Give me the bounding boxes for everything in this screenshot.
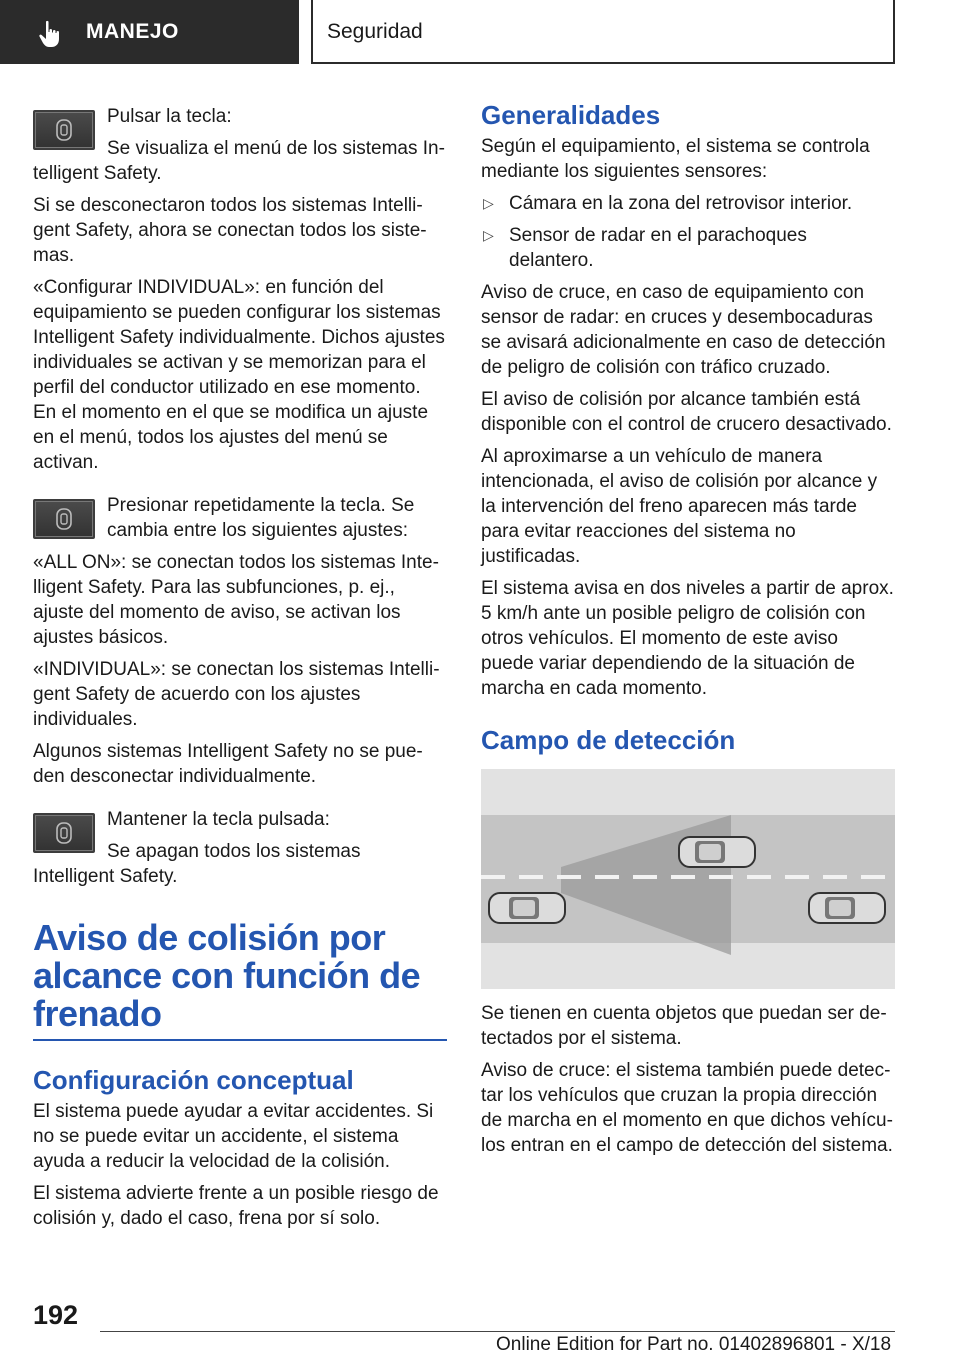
safety-button-icon <box>33 110 95 150</box>
paragraph: Según el equipamiento, el sistema se controla mediante los siguientes sensores: <box>481 136 870 182</box>
key3-text: Se apagan todos los sistemas Intelligent Safety. <box>33 841 361 887</box>
paragraph: El sistema avisa en dos niveles a partir de aprox. 5 km/h ante un posible peligro de colisión con otros vehículos. El momento de este aviso puede variar dependiendo de la situación de marcha en cada momento. <box>481 578 894 699</box>
safety-button-icon <box>33 499 95 539</box>
paragraph: Si se desconectaron todos los sistemas Intelligent Safety, ahora se conectan todos los sistemas. <box>33 195 427 266</box>
paragraph: Aviso de cruce: el sistema también puede detectar los vehículos que cruzan la propia dirección de marcha en el momento en que dichos vehículos entran en el campo de detección del sistema. <box>481 1060 893 1156</box>
paragraph: Se tienen en cuenta objetos que puedan ser detectados por el sistema. <box>481 1003 887 1049</box>
key1-text: Se visualiza el menú de los sistemas Intelligent Safety. <box>33 138 445 184</box>
car-icon <box>809 893 885 923</box>
paragraph: El aviso de colisión por alcance también está disponible con el control de crucero desactivado. <box>481 389 892 435</box>
section-header <box>311 0 895 64</box>
paragraph: El sistema puede ayudar a evitar accidentes. Si no se puede evitar un accidente, el sistema ayuda a reducir la velocidad de la colisión. <box>33 1101 434 1172</box>
list-item: ▷ Cámara en la zona del retrovisor interior. <box>481 191 895 216</box>
section-title: Seguridad <box>327 20 423 43</box>
subsection-heading: Generalidades <box>481 100 661 130</box>
paragraph: Al aproximarse a un vehículo de manera intencionada, el aviso de colisión por alcance y la intervención del freno aparecen más tarde para evitar reacciones del sistema no justificadas. <box>481 446 878 567</box>
left-column <box>33 104 447 1238</box>
detection-field-illustration <box>481 769 895 989</box>
key-instruction-1 <box>33 104 447 186</box>
paragraph: «Configurar INDIVIDUAL»: en función del equipamiento se pueden configurar los sistemas Intelligent Safety individualmente. Dichos ajustes individuales se activan y se memorizan para el perfil del conductor utilizado en ese momento. En el momento en el que se modifica un ajuste en el menú, todos los ajustes del menú se activan. <box>33 277 445 473</box>
key3-label: Mantener la tecla pulsada: <box>107 809 330 830</box>
paragraph: «ALL ON»: se conectan todos los sistemas Intelligent Safety. Para las subfunciones, p. ej., ajuste del momento de aviso, se activan los ajustes básicos. <box>33 552 439 648</box>
sensor-list <box>481 191 895 273</box>
hand-pointer-icon <box>38 20 64 48</box>
chapter-tab <box>0 0 299 64</box>
section-heading: Aviso de colisión por alcance con función de frenado <box>33 919 447 1041</box>
key1-label: Pulsar la tecla: <box>107 106 232 127</box>
footer-divider <box>100 1331 895 1332</box>
edition-note: Online Edition for Part no. 01402896801 - X/18 <box>496 1334 892 1355</box>
car-icon <box>489 893 565 923</box>
right-column <box>481 100 895 1165</box>
paragraph: El sistema advierte frente a un posible riesgo de colisión y, dado el caso, frena por sí solo. <box>33 1183 439 1229</box>
subsection-heading: Configuración conceptual <box>33 1065 354 1095</box>
safety-button-icon <box>33 813 95 853</box>
car-icon <box>679 837 755 867</box>
paragraph: «INDIVIDUAL»: se conectan los sistemas Intelligent Safety de acuerdo con los ajustes individuales. <box>33 659 440 730</box>
chapter-title: MANEJO <box>86 20 179 43</box>
key2-text: Presionar repetidamente la tecla. Se cambia entre los siguientes ajustes: <box>107 495 415 541</box>
key-instruction-3 <box>33 807 447 889</box>
paragraph: Aviso de cruce, en caso de equipamiento con sensor de radar: en cruces y desembocaduras se avisará adicionalmente en caso de detección de peligro de colisión con tráfico cruzado. <box>481 282 886 378</box>
subsection-heading: Campo de detección <box>481 725 736 755</box>
list-item: ▷ Sensor de radar en el parachoques delantero. <box>481 223 895 273</box>
key-instruction-2 <box>33 493 447 543</box>
page-number: 192 <box>33 1300 79 1330</box>
paragraph: Algunos sistemas Intelligent Safety no se pueden desconectar individualmente. <box>33 741 423 787</box>
